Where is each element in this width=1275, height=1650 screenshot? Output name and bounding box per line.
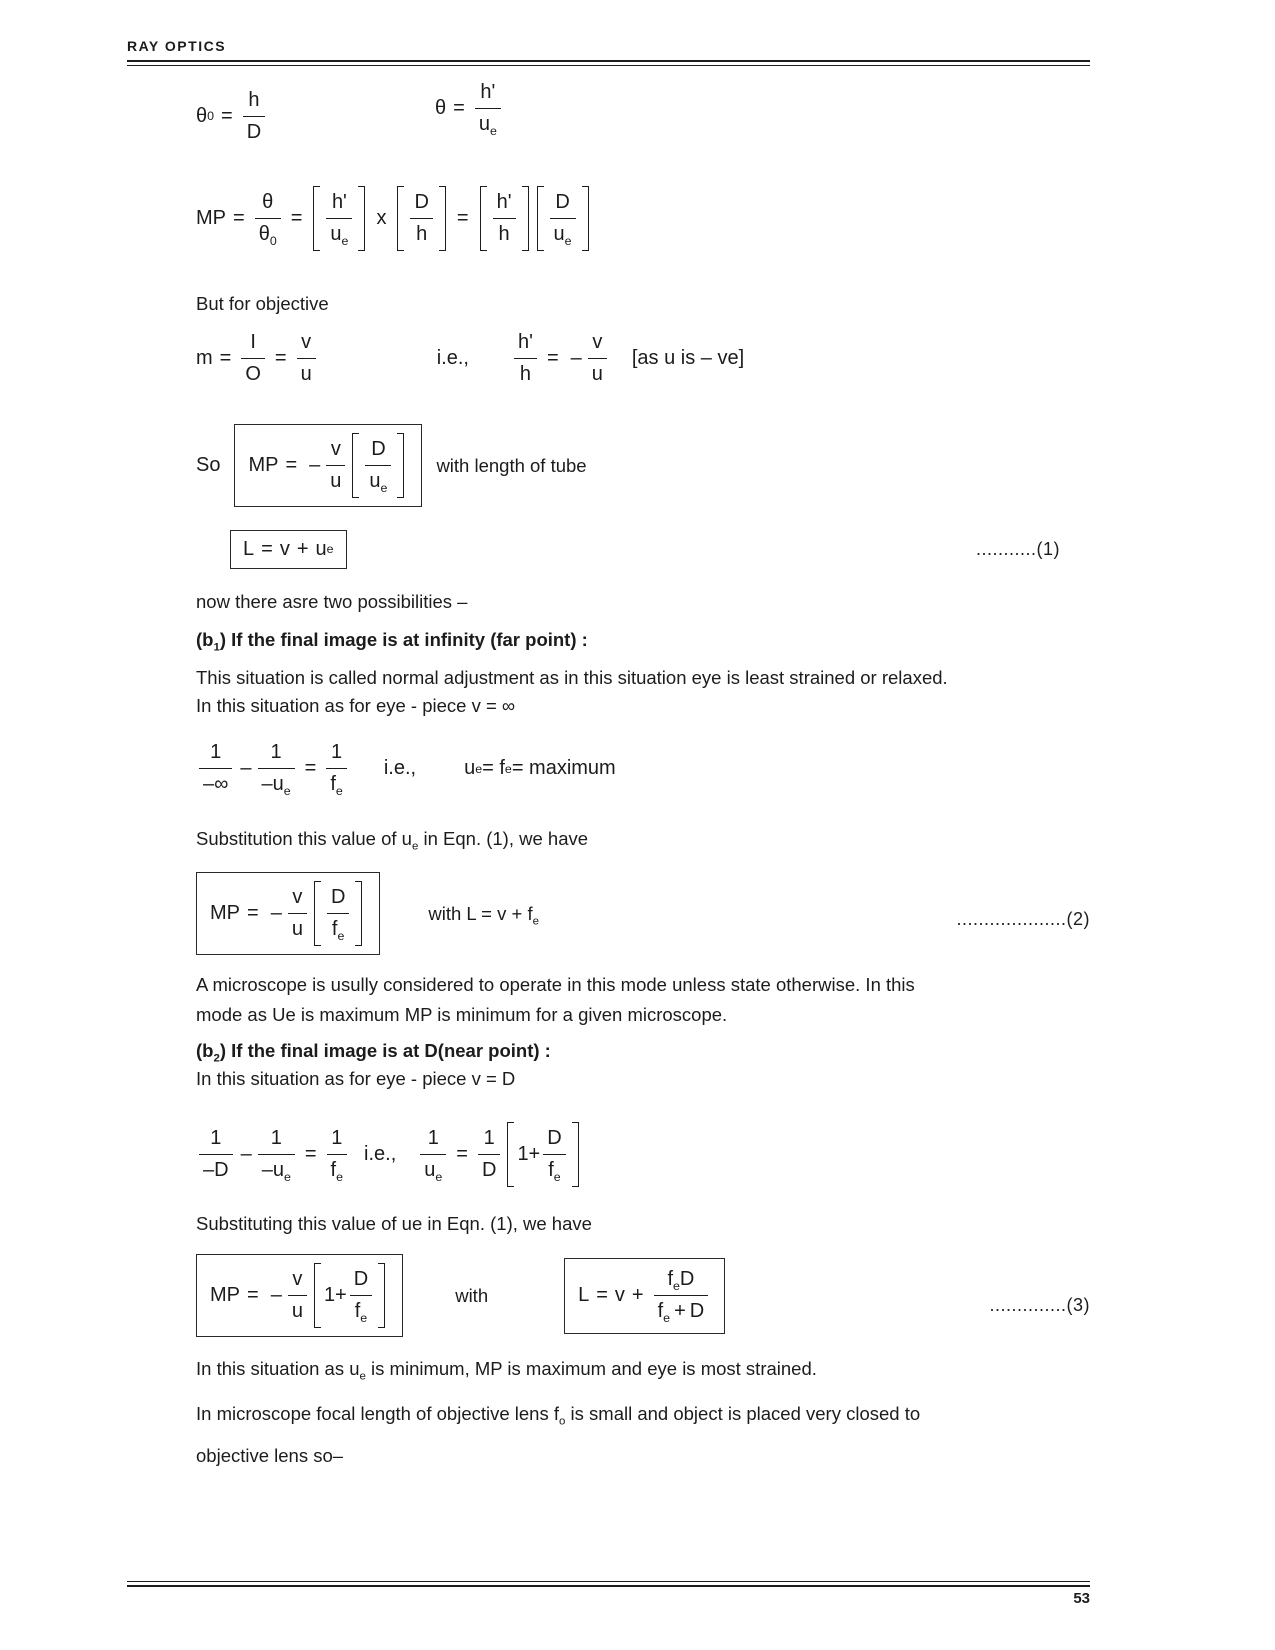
eq-tube-length-row bbox=[196, 530, 1090, 569]
equation-box bbox=[564, 1258, 725, 1334]
heading-b2 bbox=[196, 1037, 551, 1065]
bracket-right bbox=[522, 186, 529, 251]
fraction bbox=[199, 740, 232, 797]
math-subscript: e bbox=[337, 929, 345, 943]
math-subscript: e bbox=[475, 761, 483, 776]
math-subscript: e bbox=[326, 542, 334, 557]
math-subscript: e bbox=[283, 1170, 291, 1184]
paragraph-line bbox=[196, 1400, 920, 1428]
bracket-right bbox=[582, 186, 589, 251]
sentence-part: Substitution this value of u bbox=[196, 828, 412, 849]
square-bracket bbox=[480, 186, 529, 251]
math-token: θ bbox=[258, 223, 270, 245]
square-bracket bbox=[537, 186, 589, 251]
math-token: = f bbox=[482, 757, 505, 780]
fraction bbox=[241, 330, 265, 387]
eq-angle-image bbox=[435, 80, 504, 137]
paragraph-b2-condition: In this situation as for eye - piece v = D bbox=[196, 1068, 516, 1089]
equation-number-3: ..............(3) bbox=[989, 1295, 1090, 1315]
math-subscript: e bbox=[435, 1170, 443, 1184]
math-token: = bbox=[233, 207, 245, 230]
square-bracket bbox=[352, 433, 404, 498]
bracket-left bbox=[313, 186, 320, 251]
eq-angle-object bbox=[196, 88, 268, 145]
denominator bbox=[327, 914, 349, 942]
heading-b1 bbox=[196, 626, 588, 654]
math-token: D bbox=[689, 1300, 705, 1323]
sentence-subscript: e bbox=[532, 915, 539, 928]
math-token: f bbox=[667, 1267, 674, 1290]
denominator: D bbox=[481, 1159, 497, 1182]
denominator bbox=[326, 219, 352, 247]
bracket-left bbox=[507, 1122, 514, 1187]
ie-label: i.e., bbox=[383, 757, 417, 780]
math-token: = bbox=[221, 105, 233, 127]
page-title: RAY OPTICS bbox=[127, 38, 227, 54]
fraction bbox=[475, 80, 501, 137]
math-token: u bbox=[553, 223, 565, 245]
denominator: u bbox=[330, 470, 342, 493]
math-token: u bbox=[464, 757, 476, 780]
fraction bbox=[243, 88, 265, 145]
sentence-part: is minimum, MP is maximum and eye is most strained. bbox=[365, 1358, 817, 1379]
numerator: D bbox=[327, 885, 349, 914]
fraction bbox=[199, 1126, 233, 1183]
page-number: 53 bbox=[1073, 1590, 1090, 1607]
minus-sign: – bbox=[240, 1143, 252, 1166]
numerator: θ bbox=[255, 190, 281, 219]
denominator: u bbox=[300, 363, 312, 385]
fraction bbox=[493, 190, 516, 247]
math-token: f bbox=[330, 1159, 337, 1181]
denominator: h bbox=[519, 363, 532, 385]
math-token: f bbox=[657, 1300, 664, 1323]
sentence-part: with L = v + f bbox=[428, 902, 533, 924]
denominator bbox=[543, 1155, 565, 1183]
math-token: = bbox=[596, 1284, 608, 1307]
math-token: = bbox=[247, 1284, 259, 1307]
numerator: D bbox=[350, 1267, 372, 1296]
denominator bbox=[258, 1155, 295, 1183]
math-token: MP bbox=[196, 207, 226, 230]
math-token: = bbox=[285, 454, 298, 477]
math-token: –u bbox=[261, 773, 284, 795]
multiplication-sign: x bbox=[376, 207, 387, 230]
but-for-objective-text: But for objective bbox=[196, 293, 329, 314]
heading-part: (b bbox=[196, 1040, 214, 1061]
math-token: = bbox=[274, 347, 287, 369]
eq-mp-normal-row bbox=[196, 872, 1090, 955]
fraction bbox=[365, 437, 391, 494]
equation-box bbox=[196, 1254, 403, 1337]
numerator: D bbox=[365, 437, 391, 466]
equation-box bbox=[196, 872, 380, 955]
paragraph-line: mode as Ue is maximum MP is minimum for a given microscope. bbox=[196, 1004, 728, 1025]
equation-box bbox=[234, 424, 422, 507]
ie-label: i.e., bbox=[364, 1143, 397, 1166]
bracket-left bbox=[314, 1263, 321, 1328]
minus-sign: – bbox=[270, 1284, 282, 1307]
square-bracket bbox=[397, 186, 445, 251]
sentence-subscript: e bbox=[411, 840, 419, 853]
heading-part: ) If the final image is at D(near point) : bbox=[219, 1040, 551, 1061]
numerator: h' bbox=[326, 190, 352, 219]
denominator: –D bbox=[203, 1159, 229, 1182]
bracket-right bbox=[439, 186, 446, 251]
numerator: 1 bbox=[258, 740, 295, 769]
paragraph-line: objective lens so– bbox=[196, 1445, 344, 1467]
numerator: I bbox=[241, 330, 265, 359]
fraction bbox=[326, 437, 345, 494]
math-token: u bbox=[424, 1159, 436, 1181]
denominator bbox=[258, 769, 295, 797]
math-token: = maximum bbox=[511, 757, 616, 780]
math-token: –u bbox=[261, 1159, 284, 1181]
paragraph-line: In this situation as for eye - piece v = ∞ bbox=[196, 695, 516, 716]
math-subscript: e bbox=[504, 761, 512, 776]
denominator: O bbox=[245, 363, 261, 385]
possibilities-text: now there asre two possibilities – bbox=[196, 591, 468, 612]
numerator: 1 bbox=[199, 740, 232, 769]
denominator bbox=[326, 769, 346, 797]
math-token: θ bbox=[435, 97, 447, 120]
denominator bbox=[654, 1296, 709, 1324]
sentence-part: In microscope focal length of objective lens f bbox=[196, 1403, 559, 1424]
minus-sign: – bbox=[270, 902, 282, 925]
bracket-right bbox=[355, 881, 362, 946]
math-token: + bbox=[631, 1284, 644, 1307]
fraction bbox=[478, 1126, 500, 1183]
math-subscript: e bbox=[489, 124, 497, 138]
eq-eyepiece-near-point bbox=[196, 1122, 583, 1187]
math-token: = bbox=[304, 757, 317, 780]
math-token: u bbox=[315, 538, 327, 560]
minus-sign: – bbox=[309, 454, 321, 477]
math-subscript: 0 bbox=[207, 109, 215, 124]
math-token: = bbox=[247, 902, 259, 925]
math-token: = bbox=[546, 347, 559, 369]
paragraph-strained bbox=[196, 1355, 817, 1383]
numerator: D bbox=[410, 190, 432, 219]
fraction bbox=[420, 1126, 446, 1183]
math-token: = bbox=[261, 538, 273, 560]
fraction bbox=[327, 1126, 347, 1183]
numerator: h' bbox=[514, 330, 537, 359]
denominator bbox=[420, 1155, 446, 1183]
fraction bbox=[288, 885, 307, 942]
fraction bbox=[326, 190, 352, 247]
math-token: f bbox=[548, 1159, 554, 1181]
bracket-left bbox=[397, 186, 404, 251]
fraction bbox=[255, 190, 281, 247]
math-subscript: e bbox=[341, 234, 349, 248]
denominator bbox=[255, 219, 281, 247]
substitution-2-text: Substituting this value of ue in Eqn. (1), we have bbox=[196, 1213, 592, 1234]
heading-part: ) If the final image is at infinity (far point) : bbox=[219, 629, 588, 650]
math-subscript: e bbox=[380, 481, 388, 495]
denominator bbox=[350, 1296, 372, 1324]
bracket-left bbox=[480, 186, 487, 251]
paragraph-normal-adjustment bbox=[196, 664, 948, 720]
numerator: v bbox=[288, 1267, 307, 1296]
numerator: 1 bbox=[420, 1126, 446, 1155]
paragraph-line: A microscope is usully considered to operate in this mode unless state otherwise. In this bbox=[196, 974, 915, 995]
math-token: u bbox=[478, 113, 490, 135]
numerator: h' bbox=[493, 190, 516, 219]
math-token: + bbox=[296, 538, 309, 560]
numerator: 1 bbox=[327, 1126, 347, 1155]
math-subscript: e bbox=[283, 784, 291, 798]
minus-sign: – bbox=[570, 347, 582, 369]
denominator bbox=[550, 219, 576, 247]
bracket-right bbox=[358, 186, 365, 251]
bracket-left bbox=[352, 433, 359, 498]
math-token: v bbox=[614, 1284, 625, 1307]
numerator: v bbox=[588, 330, 607, 359]
numerator: D bbox=[543, 1126, 565, 1155]
math-token: m bbox=[196, 347, 213, 369]
sentence-subscript: e bbox=[359, 1370, 366, 1383]
sentence-part: in Eqn. (1), we have bbox=[418, 828, 589, 849]
math-subscript: 0 bbox=[269, 234, 277, 248]
equation-box bbox=[230, 530, 347, 569]
heading-part: (b bbox=[196, 629, 214, 650]
with-label: with bbox=[455, 1284, 489, 1306]
math-token: = bbox=[290, 207, 303, 230]
sentence-part: is small and object is placed very closed to bbox=[565, 1403, 921, 1424]
numerator: h' bbox=[475, 80, 501, 109]
sentence-part: In this situation as u bbox=[196, 1358, 360, 1379]
tube-length-note: with length of tube bbox=[436, 454, 587, 476]
numerator: h bbox=[243, 88, 265, 117]
math-token: f bbox=[330, 773, 336, 795]
numerator: v bbox=[326, 437, 345, 466]
fraction bbox=[543, 1126, 565, 1183]
eq-eyepiece-infinity bbox=[196, 740, 616, 797]
fraction bbox=[514, 330, 537, 387]
denominator bbox=[475, 109, 501, 137]
math-token: = bbox=[456, 207, 469, 230]
equation-number-2: ....................(2) bbox=[956, 909, 1090, 929]
denominator: h bbox=[416, 223, 428, 246]
square-bracket bbox=[507, 1122, 578, 1187]
paragraph-mode bbox=[196, 970, 915, 1030]
math-subscript: e bbox=[553, 1170, 561, 1184]
denominator: u bbox=[591, 363, 603, 385]
sentence-subscript: o bbox=[559, 1415, 566, 1428]
math-token: = bbox=[304, 1143, 317, 1166]
bracket-right bbox=[397, 433, 404, 498]
math-token: + bbox=[674, 1300, 686, 1323]
denominator: u bbox=[291, 1300, 303, 1323]
math-token: = bbox=[453, 97, 465, 120]
bracket-right bbox=[378, 1263, 385, 1328]
math-token: u bbox=[330, 223, 342, 245]
eq-mp-tube-row bbox=[196, 424, 587, 507]
paragraph-line: This situation is called normal adjustment as in this situation eye is least strained or relaxed. bbox=[196, 667, 948, 688]
bracket-left bbox=[537, 186, 544, 251]
math-subscript: e bbox=[564, 234, 572, 248]
denominator: D bbox=[246, 121, 262, 143]
math-subscript: e bbox=[360, 1311, 368, 1325]
fraction bbox=[550, 190, 576, 247]
numerator: 1 bbox=[258, 1126, 295, 1155]
math-token: θ bbox=[196, 105, 208, 127]
fraction bbox=[588, 330, 607, 387]
math-token: u bbox=[369, 470, 381, 492]
math-subscript: e bbox=[335, 784, 343, 798]
bracket-right bbox=[572, 1122, 579, 1187]
numerator: v bbox=[288, 885, 307, 914]
numerator: 1 bbox=[326, 740, 346, 769]
math-subscript: e bbox=[673, 1278, 680, 1293]
heading-subscript: 1 bbox=[213, 641, 220, 654]
fraction bbox=[654, 1267, 709, 1325]
math-token: L bbox=[578, 1284, 590, 1307]
denominator bbox=[327, 1155, 347, 1183]
so-label: So bbox=[196, 454, 221, 477]
minus-sign: – bbox=[240, 757, 252, 780]
math-token: = bbox=[219, 347, 232, 369]
math-token: f bbox=[331, 918, 338, 940]
denominator: –∞ bbox=[203, 773, 229, 796]
denominator: h bbox=[498, 223, 510, 246]
math-token: MP bbox=[210, 902, 240, 925]
sign-note: [as u is – ve] bbox=[631, 347, 745, 369]
math-token: D bbox=[679, 1267, 695, 1290]
eq-mp-ratio bbox=[196, 186, 593, 251]
fraction bbox=[410, 190, 432, 247]
denominator bbox=[365, 466, 391, 494]
math-token: v bbox=[279, 538, 290, 560]
heading-subscript: 2 bbox=[213, 1052, 220, 1065]
numerator: 1 bbox=[478, 1126, 500, 1155]
substitution-1-text bbox=[196, 825, 588, 853]
fraction bbox=[258, 740, 295, 797]
eq-mp-near-point-row bbox=[196, 1254, 1090, 1337]
math-token: MP bbox=[210, 1284, 240, 1307]
math-token: 1+ bbox=[517, 1143, 541, 1166]
fraction bbox=[326, 740, 346, 797]
math-token: = bbox=[456, 1143, 468, 1166]
numerator: v bbox=[297, 330, 316, 359]
square-bracket bbox=[314, 881, 362, 946]
equation-number-1: ...........(1) bbox=[975, 539, 1060, 559]
math-token: L bbox=[243, 538, 255, 560]
eq-objective-magnification bbox=[196, 330, 744, 387]
with-length-note bbox=[428, 900, 539, 928]
fraction bbox=[258, 1126, 295, 1183]
header-rule bbox=[127, 60, 1090, 66]
math-token: 1+ bbox=[323, 1284, 347, 1307]
ie-label: i.e., bbox=[436, 347, 469, 369]
paragraph-objective bbox=[196, 1400, 920, 1470]
math-token: f bbox=[354, 1300, 361, 1322]
numerator: D bbox=[550, 190, 576, 219]
square-bracket bbox=[313, 186, 365, 251]
fraction bbox=[288, 1267, 307, 1324]
fraction bbox=[327, 885, 349, 942]
fraction bbox=[350, 1267, 372, 1324]
numerator bbox=[654, 1267, 709, 1296]
bracket-left bbox=[314, 881, 321, 946]
math-subscript: e bbox=[663, 1311, 671, 1326]
numerator: 1 bbox=[199, 1126, 233, 1155]
math-token: MP bbox=[248, 454, 279, 477]
fraction bbox=[297, 330, 316, 387]
math-subscript: e bbox=[336, 1170, 344, 1184]
square-bracket bbox=[314, 1263, 385, 1328]
denominator: u bbox=[291, 918, 303, 941]
footer-rule bbox=[127, 1581, 1090, 1587]
